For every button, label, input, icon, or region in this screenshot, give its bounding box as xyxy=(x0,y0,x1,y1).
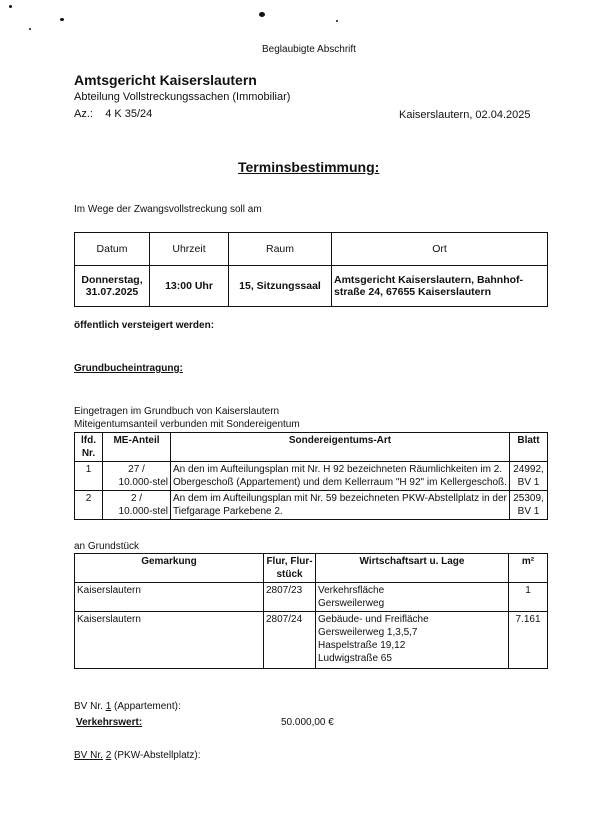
bv2-suffix: (PKW-Abstellplatz): xyxy=(114,750,201,761)
scan-speck xyxy=(259,12,265,17)
date-value: 31.07.2025 xyxy=(85,286,139,298)
table-row xyxy=(75,583,548,612)
row-usage xyxy=(316,612,509,669)
header-place: Ort xyxy=(332,233,548,266)
header-date: Datum xyxy=(75,233,150,266)
table-row xyxy=(75,462,548,491)
header-time: Uhrzeit xyxy=(150,233,229,266)
court-name: Amtsgericht Kaiserslautern xyxy=(74,72,257,88)
row-share xyxy=(103,491,171,520)
row-parcel: 2807/24 xyxy=(264,612,316,669)
row-sheet xyxy=(510,462,548,491)
header-parcel-line: stück xyxy=(276,569,303,580)
row-district: Kaiserslautern xyxy=(75,612,264,669)
appointment-table xyxy=(74,232,548,307)
sheet-bv: BV 1 xyxy=(517,506,540,517)
sheet-number: 24992, xyxy=(513,464,544,475)
file-label: Az.: xyxy=(74,108,93,120)
share-note: Miteigentumsanteil verbunden mit Sondereigentum xyxy=(74,419,300,430)
table-header-row xyxy=(75,233,548,266)
share-denominator: 10.000-stel xyxy=(118,477,168,488)
usage-line: Haspelstraße 19,12 xyxy=(318,640,406,651)
row-usage xyxy=(316,583,509,612)
date-weekday: Donnerstag, xyxy=(81,274,143,286)
usage-line: Ludwigstraße 65 xyxy=(318,653,392,664)
intro-text: Im Wege der Zwangsvollstreckung soll am xyxy=(74,204,262,215)
row-parcel: 2807/23 xyxy=(264,583,316,612)
row-description: An den im Aufteilungsplan mit Nr. H 92 bezeichneten Räumlichkeiten im 2. Obergeschoß (Appartement) und dem Kellerraum "H 92" im Kellergeschoß. xyxy=(171,462,510,491)
header-parcel xyxy=(264,554,316,583)
market-value-label: Verkehrswert: xyxy=(76,717,143,728)
sheet-number: 25309, xyxy=(513,493,544,504)
auction-note: öffentlich versteigert werden: xyxy=(74,320,215,331)
row-description: An dem im Aufteilungsplan mit Nr. 59 bezeichneten PKW-Abstellplatz in der Tiefgarage Parkebene 2. xyxy=(171,491,510,520)
file-number: 4 K 35/24 xyxy=(105,108,153,120)
property-table xyxy=(74,432,548,520)
appointment-place xyxy=(332,266,548,307)
scan-speck xyxy=(336,20,338,22)
header-nr-line: lfd. xyxy=(81,435,96,446)
usage-line: Gersweilerweg 1,3,5,7 xyxy=(318,627,418,638)
land-note: an Grundstück xyxy=(74,541,140,552)
header-sheet: Blatt xyxy=(510,433,548,462)
header-parcel-line: Flur, Flur- xyxy=(266,556,313,567)
header-nr xyxy=(75,433,103,462)
usage-line: Gebäude- und Freifläche xyxy=(318,614,429,625)
department: Abteilung Vollstreckungssachen (Immobiliar) xyxy=(74,91,291,103)
place-line: Amtsgericht Kaiserslautern, Bahnhof- xyxy=(334,274,524,286)
header-room: Raum xyxy=(229,233,332,266)
file-reference xyxy=(74,108,152,120)
header-nr-line: Nr. xyxy=(81,448,96,459)
row-nr: 1 xyxy=(75,462,103,491)
table-row xyxy=(75,266,548,307)
header-area: m² xyxy=(509,554,548,583)
place-line: straße 24, 67655 Kaiserslautern xyxy=(334,286,492,298)
share-numerator: 27 / xyxy=(128,464,145,475)
scan-speck xyxy=(29,28,31,30)
header-district: Gemarkung xyxy=(75,554,264,583)
header-type: Sondereigentums-Art xyxy=(171,433,510,462)
registered-in: Eingetragen im Grundbuch von Kaiserslautern xyxy=(74,406,280,417)
place-date: Kaiserslautern, 02.04.2025 xyxy=(399,109,531,121)
header-usage: Wirtschaftsart u. Lage xyxy=(316,554,509,583)
land-table xyxy=(74,553,548,669)
page-title: Terminsbestimmung: xyxy=(238,159,380,175)
certified-copy-label: Beglaubigte Abschrift xyxy=(262,44,356,55)
bv1-line xyxy=(74,701,181,712)
appointment-time: 13:00 Uhr xyxy=(150,266,229,307)
sheet-bv: BV 1 xyxy=(517,477,540,488)
land-register-heading: Grundbucheintragung: xyxy=(74,363,183,374)
scan-speck xyxy=(60,18,64,21)
table-header-row xyxy=(75,554,548,583)
bv2-prefix: BV Nr. xyxy=(74,750,103,761)
row-area: 1 xyxy=(509,583,548,612)
bv2-line xyxy=(74,750,201,761)
row-district: Kaiserslautern xyxy=(75,583,264,612)
appointment-room: 15, Sitzungssaal xyxy=(229,266,332,307)
bv1-number: 1 xyxy=(105,701,112,712)
row-sheet xyxy=(510,491,548,520)
table-header-row xyxy=(75,433,548,462)
share-numerator: 2 / xyxy=(130,493,143,504)
market-value: 50.000,00 € xyxy=(281,717,334,728)
usage-line: Verkehrsfläche xyxy=(318,585,385,596)
appointment-date xyxy=(75,266,150,307)
share-denominator: 10.000-stel xyxy=(118,506,168,517)
bv2-number: 2 xyxy=(105,750,112,761)
scan-speck xyxy=(9,5,12,8)
bv1-suffix: (Appartement): xyxy=(114,701,181,712)
row-nr: 2 xyxy=(75,491,103,520)
table-row xyxy=(75,612,548,669)
usage-line: Gersweilerweg xyxy=(318,598,385,609)
row-share xyxy=(103,462,171,491)
row-area: 7.161 xyxy=(509,612,548,669)
bv1-prefix: BV Nr. xyxy=(74,701,103,712)
header-share: ME-Anteil xyxy=(103,433,171,462)
table-row xyxy=(75,491,548,520)
